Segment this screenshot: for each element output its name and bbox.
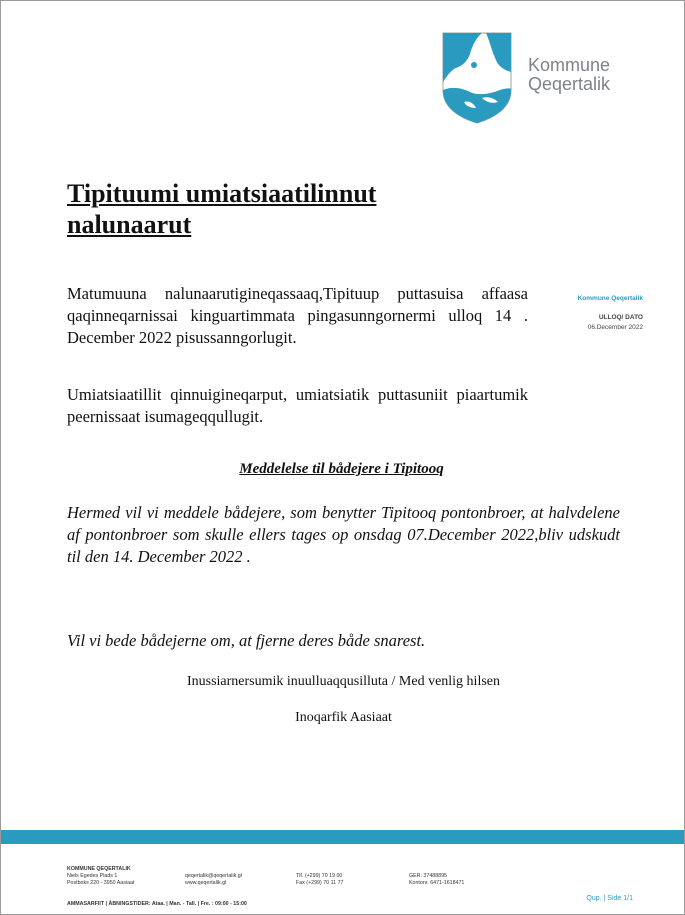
footer-org-name: KOMMUNE QEQERTALIK — [67, 866, 131, 872]
footer-phone: Tlf. (+299) 70 19 00 — [296, 873, 343, 879]
sidebar-date-label: ULLOQ/ DATO — [598, 314, 643, 321]
footer-fax: Fax (+299) 70 11 77 — [296, 880, 344, 886]
footer-web-link[interactable]: www.qeqertalik.gl — [185, 880, 227, 886]
logo-text-line1: Kommune — [528, 55, 611, 75]
logo-text-line2: Qeqertalik — [528, 74, 611, 94]
footer-ger: GER: 37488895 — [409, 873, 447, 879]
sidebar-org: Kommune Qeqertalik — [577, 295, 643, 302]
footer-contact-web — [185, 873, 242, 887]
footer-accent-bar — [1, 830, 684, 844]
footer-account: Kontonr. 6471-1618471 — [409, 880, 465, 886]
footer-address — [67, 866, 134, 887]
footer-registration — [409, 873, 464, 887]
footer-email-link[interactable]: qeqertalik@qeqertalik.gl — [185, 873, 242, 879]
danish-heading: Meddelelse til bådejere i Tipitooq — [239, 461, 444, 477]
document-title: Tipituumi umiatsiaatilinnut nalunaarut — [67, 179, 377, 239]
closing-signature: Inoqarfik Aasiaat — [295, 710, 392, 725]
danish-paragraph-1: Hermed vil vi meddele bådejere, som benytter Tipitooq pontonbroer, at halvdelene af pontonbroer som skulle ellers tages op onsdag 07.December 2022,bliv udskudt til den 14. December 2022 . — [67, 503, 620, 566]
danish-paragraph-2: Vil vi bede bådejerne om, at fjerne deres både snarest. — [67, 631, 426, 650]
footer-address-line2: Postboks 220 - 3950 Aasiaat — [67, 880, 135, 886]
sidebar-date-value: 06.December 2022 — [587, 324, 643, 331]
logo-wordmark — [528, 56, 610, 94]
page-number: Qup. | Side 1/1 — [586, 895, 633, 902]
footer-contact-phone — [296, 873, 343, 887]
footer-opening-hours: AMMASARFIIT | ÅBNINGSTIDER: Ataa. | Man. - Tall. | Fre. : 09:00 - 15:00 — [67, 901, 247, 907]
paragraph-kl-1: Matumuuna nalunaarutigineqassaaq,Tipituup puttasuisa affaasa qaqinneqarnissai kinguartimmata pingasunngornermi ulloq 14 . December 2022 pisussanngorlugit. — [67, 284, 528, 347]
closing-greeting: Inussiarnersumik inuulluaqqusilluta / Med venlig hilsen — [186, 674, 501, 689]
kommune-qeqertalik-logo-icon — [442, 32, 512, 124]
footer-address-line1: Niels Egedes Plads 1 — [67, 873, 118, 879]
paragraph-kl-2: Umiatsiaatillit qinnuigineqarput, umiatsiatik puttasuniit piaartumik peernissaat isumageqqullugit. — [67, 385, 528, 426]
